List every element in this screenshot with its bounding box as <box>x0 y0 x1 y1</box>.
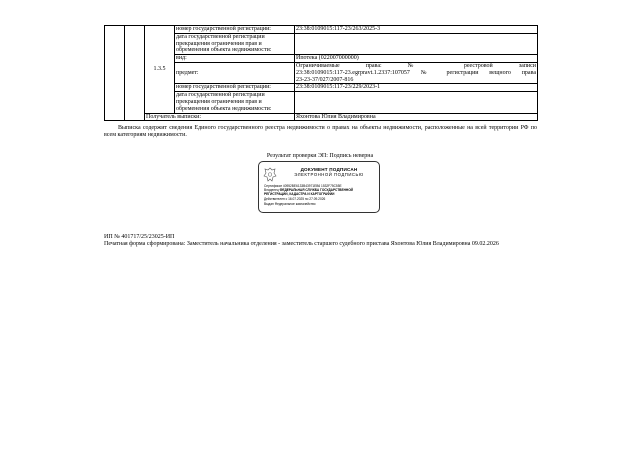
row-value: 23:38:0109015:117-23/263/2025-3 <box>295 26 538 34</box>
row-value <box>295 92 538 113</box>
table-row <box>105 26 538 34</box>
extract-note: Выписка содержит сведения Единого государственного реестра недвижимости о правах на объекты недвижимости, расположенные на всей территории РФ по всем категориям недвижимости. <box>104 125 537 139</box>
owner-line: РЕГИСТРАЦИИ, КАДАСТРА И КАРТОГРАФИИ <box>264 192 335 196</box>
printed-by: Печатная форма сформирована: Заместитель начальника отделения - заместитель старшего судебного пристава Яхонтова Юлия Владимировна 09.02.2026 <box>104 241 499 247</box>
coat-of-arms-icon <box>263 167 277 183</box>
section-number: 1.3.5 <box>145 26 175 114</box>
row-label: номер государственной регистрации: <box>175 84 295 92</box>
row-value <box>295 33 538 54</box>
owner-line: ФЕДЕРАЛЬНАЯ СЛУЖБА ГОСУДАРСТВЕННОЙ <box>279 188 353 192</box>
signature-check-result: Результат проверки ЭП: Подпись неверна <box>266 153 374 159</box>
enforcement-number: ИП № 401717/25/23025-ИП <box>104 234 175 240</box>
table-row <box>105 113 538 121</box>
row-label: номер государственной регистрации: <box>175 26 295 34</box>
subject-line: Ограничиваемые права: № реестровой записи <box>296 62 536 69</box>
row-value: Ипотека (022007000000) <box>295 55 538 63</box>
row-label: вид: <box>175 55 295 63</box>
footer <box>104 234 537 248</box>
subject-line: 23-23-37/027/2007-816 <box>296 76 354 83</box>
recipient-label: Получатель выписки: <box>145 113 295 121</box>
signature-stamp <box>258 161 380 213</box>
registry-table <box>104 25 538 121</box>
subject-line: 23:38:0109015:117-23.egrpravt.1.2337:107057 № регистрации вещного права <box>296 69 536 76</box>
recipient-value: Яхонтова Юлия Владимировна <box>295 113 538 121</box>
row-label: предмет: <box>175 62 295 83</box>
stamp-issuer: Выдан Федеральное казначейство <box>264 202 316 206</box>
stamp-certificate: Сертификат 40952BE6133B43971EB6 1532F75C55E <box>264 184 342 188</box>
row-value <box>295 62 538 83</box>
stamp-validity: Действителен с 16.07.2025 по 27.09.2026 <box>264 197 326 201</box>
stamp-title: ДОКУМЕНТ ПОДПИСАН <box>300 167 358 172</box>
row-label: дата государственной регистрации прекращения ограничения прав и обременения объекта недвижимости: <box>175 33 295 54</box>
stamp-subtitle: ЭЛЕКТРОННОЙ ПОДПИСЬЮ <box>294 172 364 177</box>
owner-prefix: Владелец <box>264 188 279 192</box>
row-label: дата государственной регистрации прекращения ограничения прав и обременения объекта недвижимости: <box>175 92 295 113</box>
row-value: 23:38:0109015:117-23/229/2023-1 <box>295 84 538 92</box>
